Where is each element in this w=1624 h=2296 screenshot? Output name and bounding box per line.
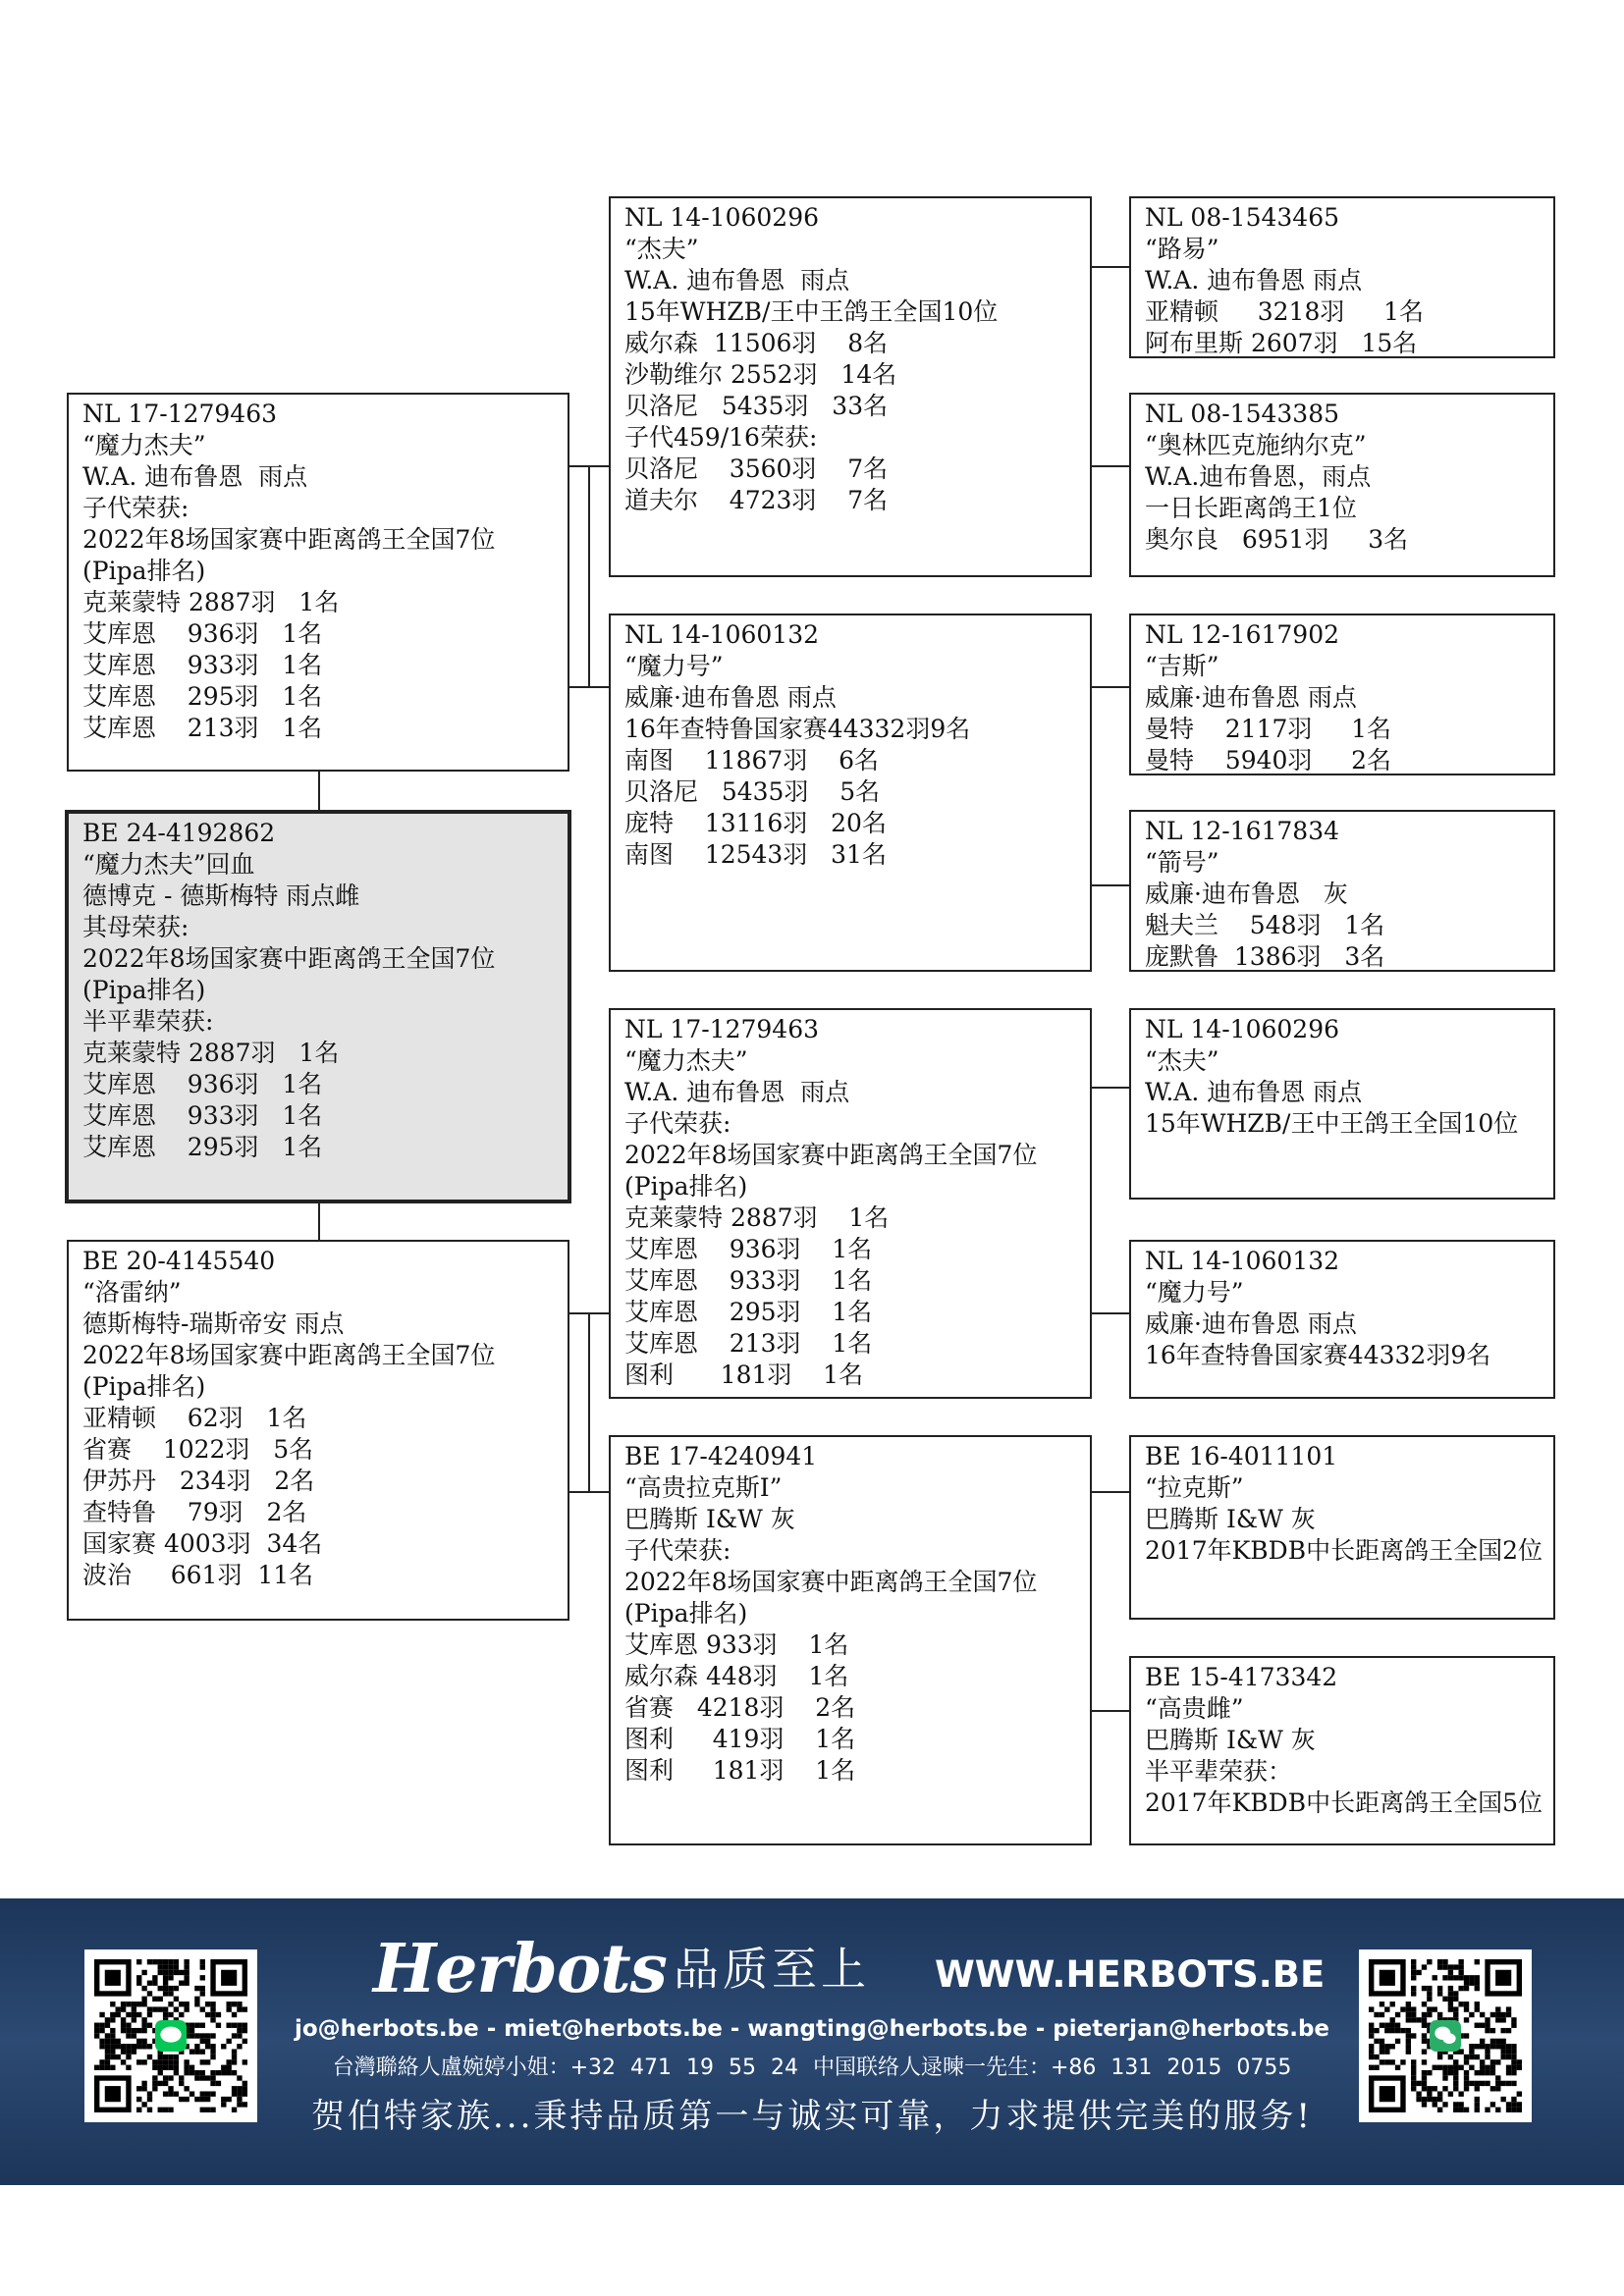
pedigree-line: 艾库恩 213羽 1名 <box>624 1329 873 1358</box>
pedigree-line: W.A. 迪布鲁恩 雨点 <box>1145 1078 1363 1106</box>
pedigree-line: 威尔森 448羽 1名 <box>624 1662 849 1690</box>
pedigree-box-sire-sire <box>609 196 1092 577</box>
pedigree-box-sdd <box>1129 810 1555 972</box>
pedigree-line: 省赛 4218羽 2名 <box>624 1693 856 1722</box>
pedigree-box-sss <box>1129 196 1555 358</box>
pedigree-line: “拉克斯” <box>1145 1473 1244 1502</box>
pedigree-line: “魔力号” <box>624 652 724 680</box>
pedigree-line: 2022年8场国家赛中距离鸽王全国7位 (Pipa排名) <box>82 1341 496 1401</box>
pedigree-line: BE 20-4145540 <box>82 1247 276 1275</box>
pedigree-line: 图利 419羽 1名 <box>624 1725 856 1753</box>
pedigree-line: 子代荣获: <box>82 494 189 522</box>
pedigree-line: W.A. 迪布鲁恩 雨点 <box>624 1078 850 1106</box>
pedigree-line: 一日长距离鸽王1位 <box>1145 494 1357 522</box>
pedigree-line: 2017年KBDB中长距离鸽王全国5位 <box>1145 1789 1543 1817</box>
pedigree-line: BE 17-4240941 <box>624 1442 818 1470</box>
pedigree-line: 亚精顿 3218羽 1名 <box>1145 297 1424 326</box>
pedigree-line: “魔力杰夫” <box>624 1046 748 1075</box>
contact-numbers: 台灣聯絡人盧婉婷小姐：+32 471 19 55 24 中国联络人逯暕一先生：+86 131 2015 0755 <box>332 2056 1292 2080</box>
pedigree-line: 贝洛尼 5435羽 5名 <box>624 777 881 806</box>
pedigree-line: 威廉·迪布鲁恩 雨点 <box>1145 1309 1357 1338</box>
pedigree-line: 16年查特鲁国家赛44332羽9名 <box>1145 1341 1491 1369</box>
pedigree-line: 威廉·迪布鲁恩 灰 <box>1145 880 1348 908</box>
email-list[interactable]: jo@herbots.be - miet@herbots.be - wangting@herbots.be - pieterjan@herbots.be <box>294 2016 1330 2042</box>
pedigree-line: 德博克 - 德斯梅特 雨点雌 <box>82 881 360 910</box>
pedigree-line: 曼特 2117羽 1名 <box>1145 715 1392 743</box>
pedigree-line: 半平辈荣获： <box>1145 1757 1293 1786</box>
pedigree-line: “高贵雌” <box>1145 1694 1244 1723</box>
pedigree-line: 2017年KBDB中长距离鸽王全国2位 <box>1145 1536 1543 1565</box>
pedigree-line: 曼特 5940羽 2名 <box>1145 746 1392 774</box>
pedigree-line: 其母荣获: <box>82 913 189 941</box>
pedigree-line: 道夫尔 4723羽 7名 <box>624 486 889 514</box>
pedigree-line: 图利 181羽 1名 <box>624 1361 864 1389</box>
pedigree-line: 艾库恩 213羽 1名 <box>82 714 323 742</box>
pedigree-line: 德斯梅特-瑞斯帝安 雨点 <box>82 1309 345 1338</box>
pedigree-line: 2022年8场国家赛中距离鸽王全国7位 (Pipa排名) <box>82 944 496 1004</box>
pedigree-line: 查特鲁 79羽 2名 <box>82 1498 307 1526</box>
pedigree-line: “奥林匹克施纳尔克” <box>1145 431 1367 459</box>
pedigree-line: 巴腾斯 I&W 灰 <box>624 1505 795 1533</box>
pedigree-line: W.A.迪布鲁恩，雨点 <box>1145 462 1372 491</box>
pedigree-line: NL 14-1060296 <box>624 203 820 232</box>
pedigree-line: 子代荣获: <box>624 1536 731 1565</box>
pedigree-box-sds <box>1129 614 1555 775</box>
pedigree-line: 图利 181羽 1名 <box>624 1756 856 1785</box>
pedigree-box-sire <box>67 393 569 772</box>
pedigree-line: 半平辈荣获: <box>82 1007 214 1036</box>
pedigree-line: NL 14-1060132 <box>624 620 820 649</box>
pedigree-box-dam-sire <box>609 1008 1092 1399</box>
pedigree-line: “魔力杰夫”回血 <box>82 850 255 879</box>
pedigree-box-dds <box>1129 1435 1555 1620</box>
pedigree-line: “杰夫” <box>1145 1046 1219 1075</box>
pedigree-line: NL 08-1543385 <box>1145 400 1340 428</box>
pedigree-line: 克莱蒙特 2887羽 1名 <box>82 588 340 616</box>
pedigree-line: “箭号” <box>1145 848 1219 877</box>
pedigree-line: 克莱蒙特 2887羽 1名 <box>624 1203 890 1232</box>
pedigree-line: “杰夫” <box>624 235 699 263</box>
pedigree-line: 艾库恩 933羽 1名 <box>624 1630 849 1659</box>
pedigree-line: BE 24-4192862 <box>82 819 276 847</box>
pedigree-line: BE 15-4173342 <box>1145 1663 1338 1691</box>
pedigree-line: 艾库恩 295羽 1名 <box>82 1133 323 1161</box>
pedigree-line: W.A. 迪布鲁恩 雨点 <box>624 266 850 294</box>
pedigree-line: 巴腾斯 I&W 灰 <box>1145 1505 1316 1533</box>
pedigree-line: 艾库恩 936羽 1名 <box>624 1235 873 1263</box>
pedigree-line: 庞特 13116羽 20名 <box>624 809 887 837</box>
pedigree-line: W.A. 迪布鲁恩 雨点 <box>1145 266 1363 294</box>
pedigree-line: NL 08-1543465 <box>1145 203 1340 232</box>
pedigree-line: 奥尔良 6951羽 3名 <box>1145 525 1409 554</box>
footer-banner <box>0 1898 1624 2185</box>
brand-slogan: 品质至上 <box>674 1943 870 1996</box>
pedigree-line: 艾库恩 295羽 1名 <box>82 682 323 711</box>
pedigree-box-subject <box>65 810 571 1203</box>
pedigree-box-dss <box>1129 1008 1555 1200</box>
brand-row <box>373 1930 1326 2008</box>
pedigree-line: 阿布里斯 2607羽 15名 <box>1145 329 1418 357</box>
pedigree-line: “魔力号” <box>1145 1278 1244 1307</box>
pedigree-line: “高贵拉克斯I” <box>624 1473 783 1502</box>
pedigree-line: W.A. 迪布鲁恩 雨点 <box>82 462 308 491</box>
pedigree-box-ddd <box>1129 1656 1555 1845</box>
pedigree-line: 威尔森 11506羽 8名 <box>624 329 889 357</box>
pedigree-line: 贝洛尼 5435羽 33名 <box>624 392 889 420</box>
qr-code-wechat[interactable] <box>1359 1949 1532 2122</box>
pedigree-box-dsd <box>1129 1240 1555 1399</box>
pedigree-line: 庞默鲁 1386羽 3名 <box>1145 942 1385 971</box>
herbots-logo[interactable]: Herbots <box>373 1930 667 2008</box>
pedigree-line: 亚精顿 62羽 1名 <box>82 1404 307 1432</box>
pedigree-line: NL 12-1617902 <box>1145 620 1340 649</box>
pedigree-line: 子代459/16荣获: <box>624 423 818 452</box>
pedigree-line: 子代荣获: <box>624 1109 731 1138</box>
pedigree-line: 艾库恩 933羽 1名 <box>624 1266 873 1295</box>
pedigree-line: 波治 661羽 11名 <box>82 1561 314 1589</box>
pedigree-line: “魔力杰夫” <box>82 431 206 459</box>
pedigree-line: 南图 11867羽 6名 <box>624 746 880 774</box>
pedigree-line: 巴腾斯 I&W 灰 <box>1145 1726 1316 1754</box>
pedigree-line: “吉斯” <box>1145 652 1219 680</box>
pedigree-line: NL 14-1060296 <box>1145 1015 1340 1043</box>
pedigree-line: 沙勒维尔 2552羽 14名 <box>624 360 897 389</box>
pedigree-line: NL 14-1060132 <box>1145 1247 1340 1275</box>
pedigree-line: 16年查特鲁国家赛44332羽9名 <box>624 715 971 743</box>
pedigree-line: 2022年8场国家赛中距离鸽王全国7位 (Pipa排名) <box>624 1141 1038 1201</box>
pedigree-line: 2022年8场国家赛中距离鸽王全国7位 (Pipa排名) <box>82 525 496 585</box>
pedigree-line: 艾库恩 936羽 1名 <box>82 1070 323 1098</box>
pedigree-line: 伊苏丹 234羽 2名 <box>82 1467 315 1495</box>
pedigree-line: 克莱蒙特 2887羽 1名 <box>82 1039 340 1067</box>
pedigree-box-ssd <box>1129 393 1555 577</box>
pedigree-line: 威廉·迪布鲁恩 雨点 <box>624 683 837 712</box>
pedigree-line: 贝洛尼 3560羽 7名 <box>624 454 889 483</box>
wechat-icon <box>1430 2020 1461 2052</box>
pedigree-line: NL 12-1617834 <box>1145 817 1340 845</box>
brand-motto: 贺伯特家族...秉持品质第一与诚实可靠，力求提供完美的服务! <box>310 2097 1314 2136</box>
pedigree-line: 15年WHZB/王中王鸽王全国10位 <box>624 297 999 326</box>
pedigree-line: BE 16-4011101 <box>1145 1442 1338 1470</box>
pedigree-line: NL 17-1279463 <box>624 1015 820 1043</box>
pedigree-line: 威廉·迪布鲁恩 雨点 <box>1145 683 1357 712</box>
pedigree-line: 艾库恩 295羽 1名 <box>624 1298 873 1326</box>
pedigree-line: 魁夫兰 548羽 1名 <box>1145 911 1385 939</box>
pedigree-line: NL 17-1279463 <box>82 400 278 428</box>
pedigree-line: 2022年8场国家赛中距离鸽王全国7位 (Pipa排名) <box>624 1568 1038 1628</box>
pedigree-box-sire-dam <box>609 614 1092 972</box>
website-link[interactable]: WWW.HERBOTS.BE <box>935 1953 1326 1996</box>
pedigree-line: “路易” <box>1145 235 1219 263</box>
pedigree-line: 国家赛 4003羽 34名 <box>82 1529 323 1558</box>
pedigree-box-dam <box>67 1240 569 1621</box>
pedigree-line: 艾库恩 936羽 1名 <box>82 619 323 648</box>
pedigree-line: 艾库恩 933羽 1名 <box>82 1101 323 1130</box>
pedigree-line: 南图 12543羽 31名 <box>624 840 887 869</box>
pedigree-line: 15年WHZB/王中王鸽王全国10位 <box>1145 1109 1519 1138</box>
pedigree-line: 艾库恩 933羽 1名 <box>82 651 323 679</box>
pedigree-box-dam-dam <box>609 1435 1092 1845</box>
pedigree-line: 省赛 1022羽 5名 <box>82 1435 314 1464</box>
pedigree-line: “洛雷纳” <box>82 1278 182 1307</box>
